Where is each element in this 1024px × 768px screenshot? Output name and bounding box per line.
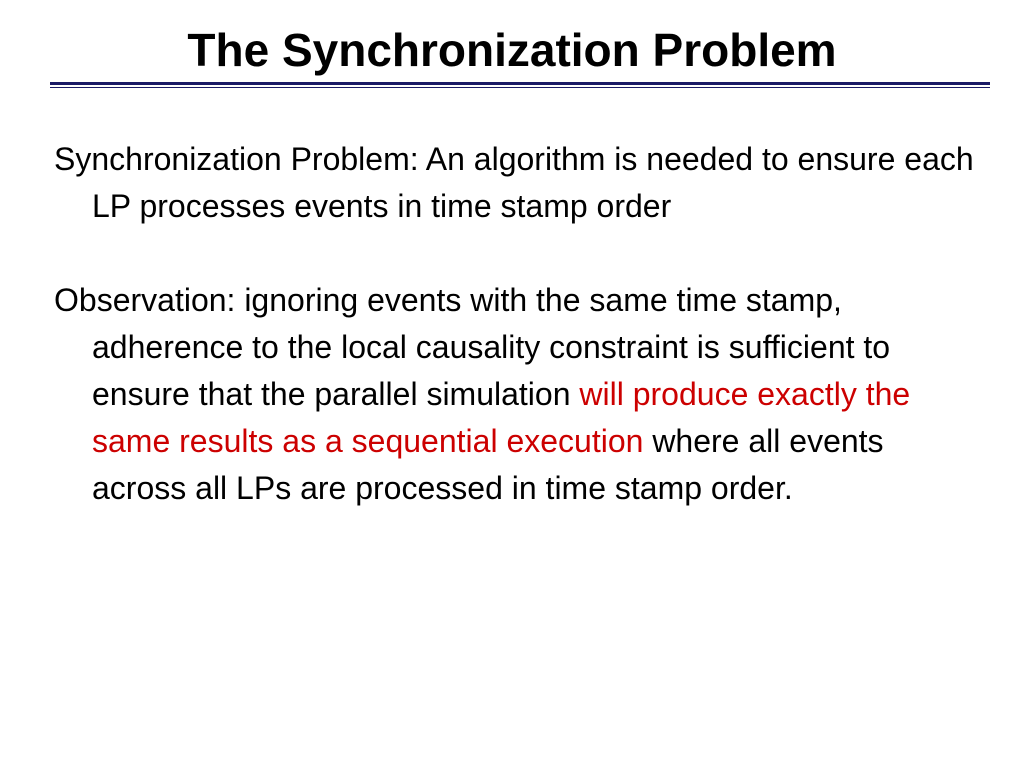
observation-text-end: where all events across all LPs are processed in time stamp order.: [92, 423, 884, 506]
paragraph-synchronization-problem: Synchronization Problem: An algorithm is needed to ensure each LP processes events in time stamp order: [54, 141, 974, 224]
observation-text-start: Observation: ignoring events with the same time stamp, adherence to the local causality constraint is sufficient to ensure that the parallel simulation: [54, 282, 891, 412]
paragraph-observation: [54, 277, 984, 512]
slide-body: [54, 136, 984, 512]
slide-title: The Synchronization Problem: [187, 24, 837, 76]
observation-highlight: will produce exactly the same results as a sequential execution: [92, 376, 911, 459]
title-underline-thin: [50, 87, 990, 88]
title-underline: [50, 82, 990, 85]
